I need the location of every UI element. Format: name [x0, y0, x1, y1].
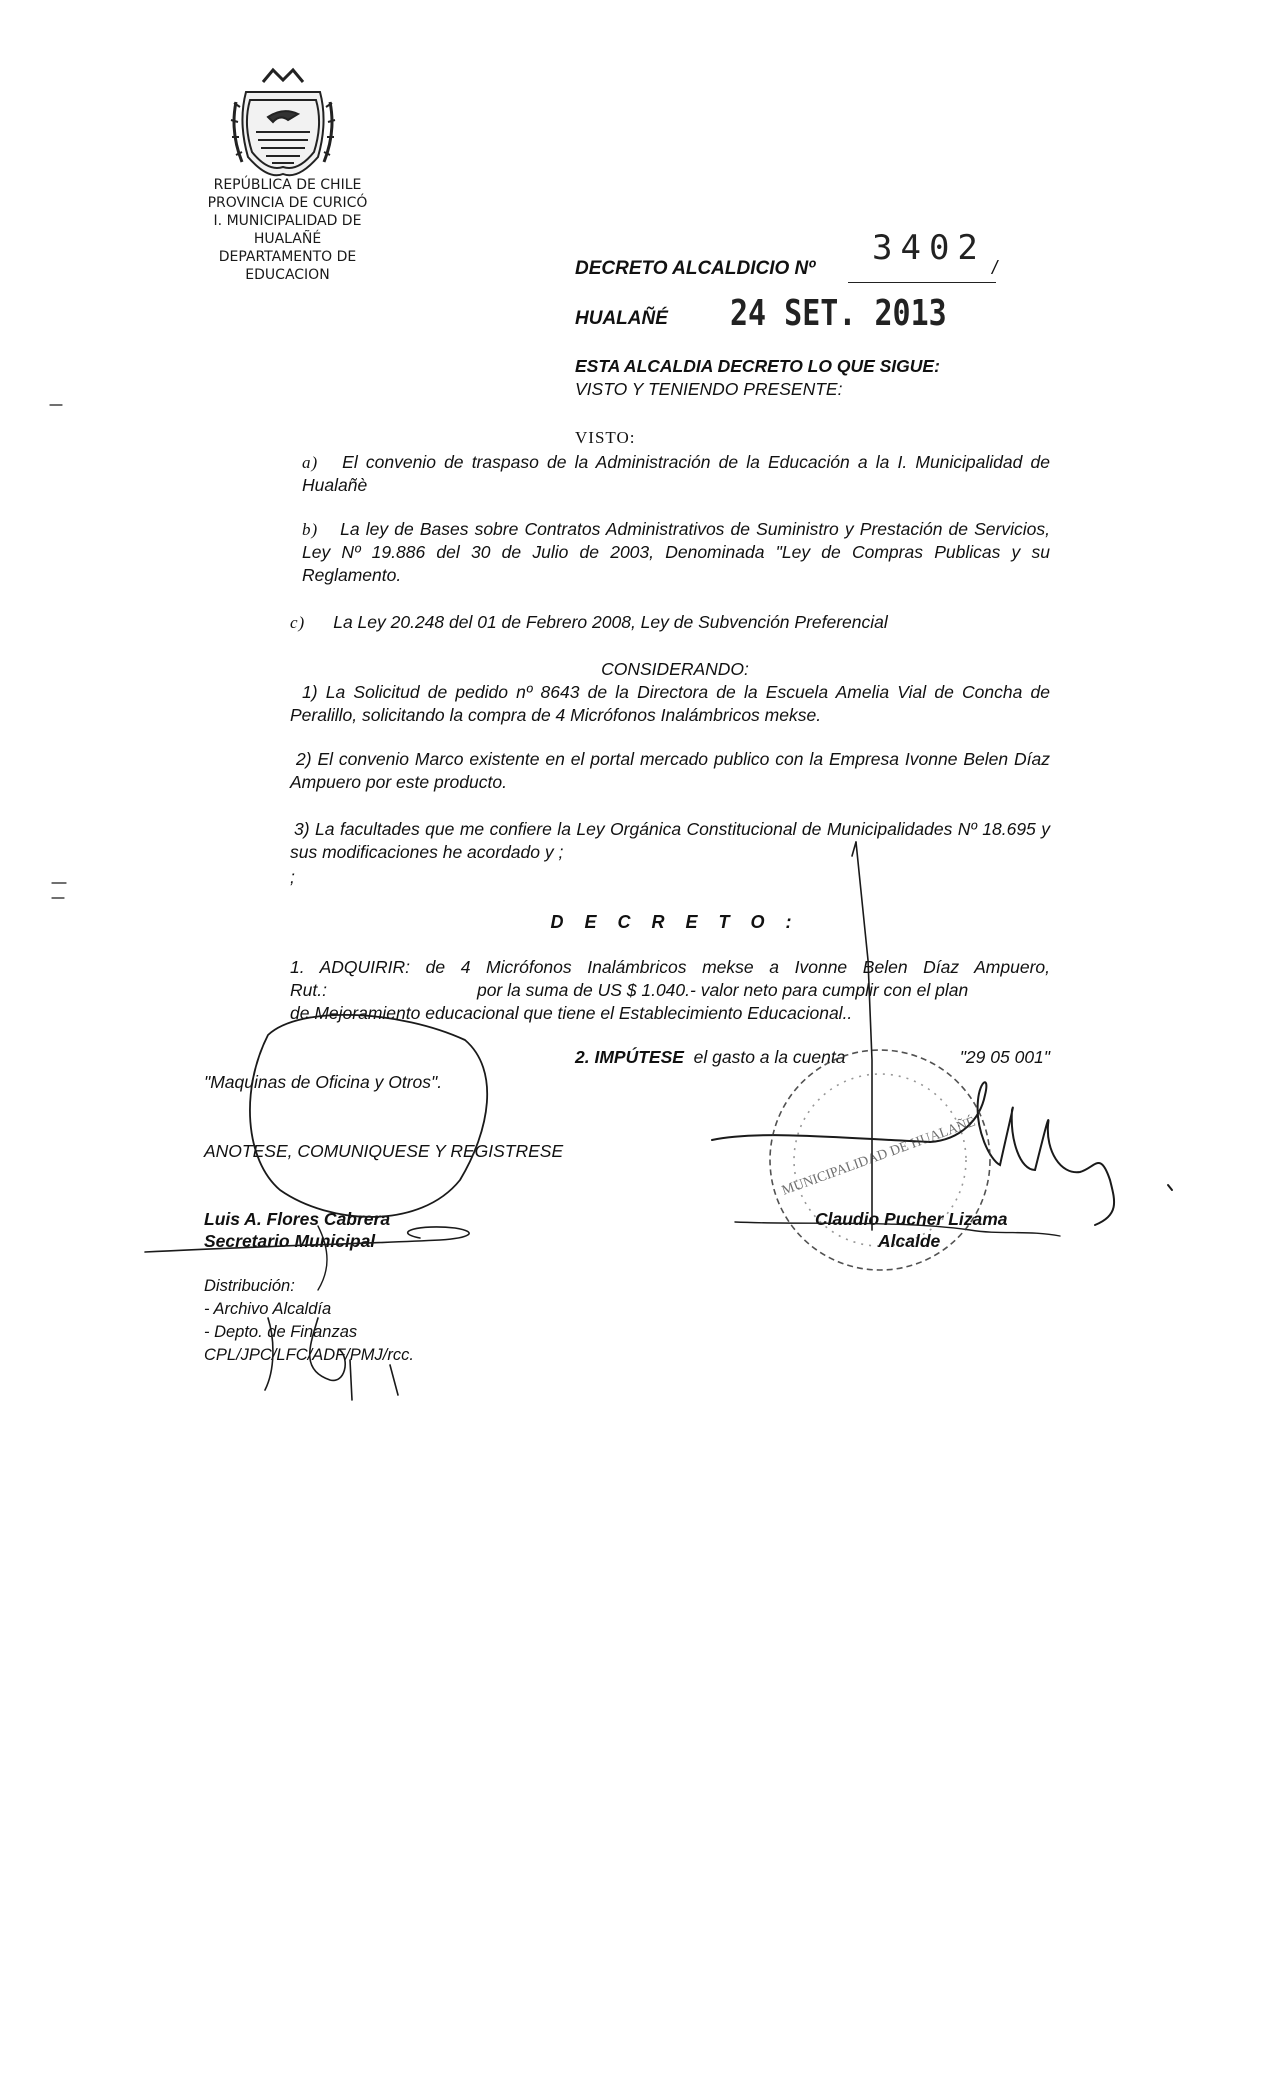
header-republic: REPÚBLICA DE CHILE [213, 177, 362, 193]
decreto-item-2 [575, 1046, 1050, 1069]
decree-number: 3402 [872, 228, 986, 268]
header-block [180, 176, 395, 284]
distribution-item-finance: - Depto. de Finanzas [204, 1323, 358, 1341]
stamp-text: MUNICIPALIDAD DE HUALAÑÉ [780, 1114, 978, 1199]
decreto-item-1-line-a: 1. ADQUIRIR: de 4 Micrófonos Inalámbricos mekse a Ivonne Belen Díaz Ampuero, [290, 957, 1050, 977]
distribution-item-archive: - Archivo Alcaldía [204, 1300, 332, 1318]
considerando-item-2: 2) El convenio Marco existente en el portal mercado publico con la Empresa Ivonne Belen Díaz Ampuero por este producto. [290, 749, 1050, 792]
visto-item-a [302, 451, 1050, 497]
visto-text-b: La ley de Bases sobre Contratos Administrativos de Suministro y Prestación de Servicios, Ley Nº 19.886 del 30 de Julio de 2003, Denominada "Ley de Compras Publicas y su Reglamento. [302, 519, 1050, 585]
visto-marker-a: a) [302, 453, 319, 472]
distribution-title: Distribución: [204, 1277, 295, 1295]
decree-suffix: / [992, 258, 998, 279]
long-vertical-stroke [856, 842, 872, 1230]
considerando-item-3: 3) La facultades que me confiere la Ley Orgánica Constitucional de Municipalidades Nº 18.695 y sus modificaciones he acordado y ; [290, 819, 1050, 862]
visto-text-c: La Ley 20.248 del 01 de Febrero 2008, Ley de Subvención Preferencial [333, 612, 888, 632]
intro-line1: ESTA ALCALDIA DECRETO LO QUE SIGUE: [575, 356, 940, 376]
header-municipality: I. MUNICIPALIDAD DE HUALAÑÉ [213, 213, 362, 247]
municipal-crest-icon [228, 62, 338, 182]
decreto-title: D E C R E T O : [550, 912, 800, 932]
visto-item-b [302, 518, 1050, 587]
visto-marker-b: b) [302, 520, 319, 539]
distribution-initials: CPL/JPC/LFC/ADF/PMJ/rcc. [204, 1346, 414, 1364]
impute-text: el gasto a la cuenta [693, 1047, 846, 1067]
decreto-item-1-amount: por la suma de US $ 1.040.- valor neto para cumplir con el plan [476, 980, 969, 1000]
mayor-signature-icon [712, 1082, 1114, 1225]
header-department: DEPARTAMENTO DE EDUCACION [218, 249, 357, 283]
decree-place: HUALAÑÉ [575, 308, 668, 329]
considerando-title: CONSIDERANDO: [601, 659, 749, 679]
visto-title: VISTO: [575, 428, 636, 447]
visto-item-c [290, 611, 1050, 634]
left-signatory-title: Secretario Municipal [204, 1231, 376, 1251]
decreto-item-1 [290, 956, 1050, 1025]
visto-text-a: El convenio de traspaso de la Administración de la Educación a la I. Municipalidad de Hualañè [302, 452, 1050, 495]
impute-label: 2. IMPÚTESE [575, 1047, 684, 1067]
considerando-stray: ; [290, 867, 295, 887]
left-signatory-name: Luis A. Flores Cabrera [204, 1209, 391, 1229]
decreto-item-1-line-b [290, 979, 1050, 1002]
considerando-item-1: 1) La Solicitud de pedido nº 8643 de la Directora de la Escuela Amelia Vial de Concha de Peralillo, solicitando la compra de 4 Micrófonos Inalámbricos mekse. [290, 682, 1050, 725]
decree-date: 24 SET. 2013 [730, 292, 947, 335]
right-signatory-name: Claudio Pucher Lizama [815, 1209, 1008, 1229]
impute-account: "29 05 001" [959, 1047, 1050, 1067]
signature-circle-scribble [250, 1015, 487, 1217]
intro-line2: VISTO Y TENIENDO PRESENTE: [575, 379, 843, 399]
decree-label: DECRETO ALCALDICIO Nº [575, 258, 816, 279]
visto-marker-c: c) [290, 613, 306, 632]
decreto-item-1-line-c: de Mejoramiento educacional que tiene el Establecimiento Educacional.. [290, 1003, 853, 1023]
impute-account-name: "Maquinas de Oficina y Otros". [204, 1072, 443, 1092]
header-province: PROVINCIA DE CURICÓ [207, 195, 368, 211]
right-signatory-title: Alcalde [878, 1231, 941, 1251]
closing-formula: ANOTESE, COMUNIQUESE Y REGISTRESE [204, 1141, 564, 1161]
decree-number-underline [848, 282, 996, 283]
decreto-rut-label: Rut.: [290, 980, 327, 1000]
